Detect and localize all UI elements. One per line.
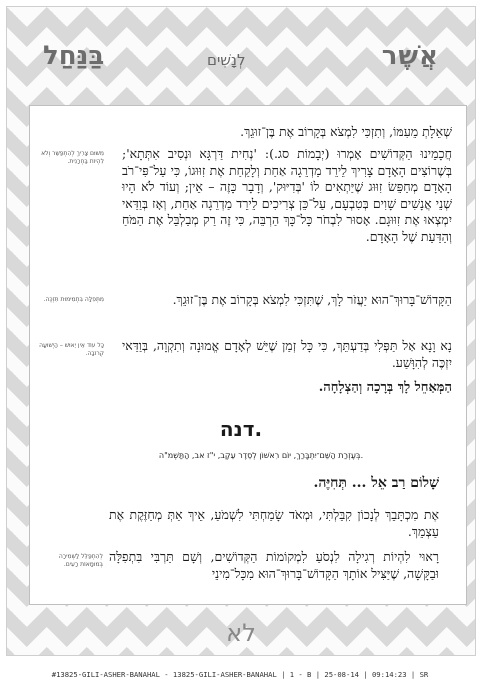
paragraph-1: שְׁאֵלָתְ מֵעִמּוֹ, וְתִזְכִּי לִמְצֹא בְּקָרוֹב אֶת בֶּן־זוּגֵךְ. xyxy=(240,124,452,139)
paragraph-2: חֲכָמֵינוּ הַקְּדוֹשִׁים אָמְרוּ (יְבָמוֹת סג.): 'נְחִית דַּרְגָּא וּנְסִיב אִתְּתָא'; בְּשֶׁרוֹצִים הָאָדָם צָרִיךְ לֵירֵד מַדְרֵגָה אַחַת וְלָקַחַת אֶת זִוּוּגוֹ, כִּי עַל־פִּי־רֹב הָאָדָם מְחַפֵּשׂ זִוּוּג שֶׁיַּתְאִים לוֹ 'בְּדִיּוּק', וְדָבָר כָּזֶה – אֵין; וְעוֹד לֹא הָיוּ שְׁנֵי אֲנָשִׁים שָׁוִים בְּטִבְעָם, עַל־כֵּן צְרִיכִים לֵירֵד מַדְרֵגָה אַחַת, וְאָז בְּוַדַּאי יִמְצְאוּ אֶת זִוּוּגָם. אָסוּר לִבְחֹר כָּל־כָּךְ הַרְבֵּה, כִּי זֶה רַק מְבַלְבֵּל אֶת הַמֹּחַ וְהַדַּעַת שֶׁל הָאָדָם. xyxy=(122,146,452,244)
letter-dateline: בְּעֶזְרַת הַשֵּׁם־יִתְבָּרַךְ, יוֹם רִאשׁוֹן לְסֵדֶר עֵקֶב, י"ז אב, הַתַּשְׁמ"ה. xyxy=(158,451,364,460)
margin-note-2: מִתְּפִלָּה בִּתְמִימוּת תִּזְכֶּה. xyxy=(43,296,104,303)
letter2-paragraph-2: רָאוּי לִהְיוֹת רְגִילָה לִנְסֹעַ לִמְקוֹמוֹת הַקְּדוֹשִׁים, וְשָׁם תַּרְבִּי בִּתְפִלָּה וּבַקָּשָׁה, שֶׁיַּצִּיל אוֹתָךְ הַקָּדוֹשׁ־בָּרוּךְ־הוּא מִכָּל־מִינֵי xyxy=(109,549,439,581)
book-title-right: אֲשֶׁר xyxy=(381,41,439,71)
page-number: לא xyxy=(226,619,256,647)
margin-note-3: כָּל עוֹד אֵין יֵאוּשׁ – הַיְשׁוּעָה קְרוֹבָה. xyxy=(39,342,104,357)
page-frame xyxy=(6,6,476,656)
print-slug: #13825-GILI-ASHER-BANAHAL - 13825-GILI-ASHER-BANAHAL | 1 - B | 25-08-14 | 09:14:23 | SR xyxy=(51,670,429,679)
margin-note-4: לְהִתְפַּלֵּל לַשְּׁמִירָה בְּמוּמָאוֹת רָעִים. xyxy=(58,553,103,568)
paragraph-3: הַקָּדוֹשׁ־בָּרוּךְ־הוּא יַעֲזֹר לָךְ, שֶׁתִּזְכִּי לִמְצֹא בְּקָרוֹב אֶת בֶּן־זוּגֵךְ. xyxy=(172,292,452,307)
letter-recipient-title: דנה. xyxy=(219,417,263,441)
book-title-center: לְנָשִׁים xyxy=(207,51,246,69)
letter-greeting: שָׁלוֹם רַב אֵל ... תְּחִיֶּה. xyxy=(313,475,439,491)
margin-note-1: מִשּׁוּם צָרִיךְ לְהִתְפַּשֵּׁר וְלֹא לִהְיוֹת בַּחְרָנִית. xyxy=(41,150,104,165)
book-title-left: בַּנַּחַל xyxy=(43,41,105,71)
letter2-paragraph-1: אֶת מִכְתָּבֵךְ לְנָכוֹן קִבַּלְתִּי, וּמְאֹד שָׂמַחְתִּי לִשְׁמֹעַ, אֵיךְ אַתְּ מְחַזֶּקֶת אֶת עַצְמֵךְ. xyxy=(109,507,439,539)
header xyxy=(7,7,475,102)
paragraph-4: נָא וָנָא אַל תַּפְּלִי בְּדַעְתֵּךְ, כִּי כָּל זְמַן שֶׁיֵּשׁ לְאָדָם אֱמוּנָה וְתִקְוָה, בְּוַדַּאי יִזְכֶּה לְהִוָּשַׁע. xyxy=(122,338,452,370)
blessing-line: הַמְּאַחֵל לָךְ בְּרָכָה וְהַצְלָחָה. xyxy=(318,380,452,395)
